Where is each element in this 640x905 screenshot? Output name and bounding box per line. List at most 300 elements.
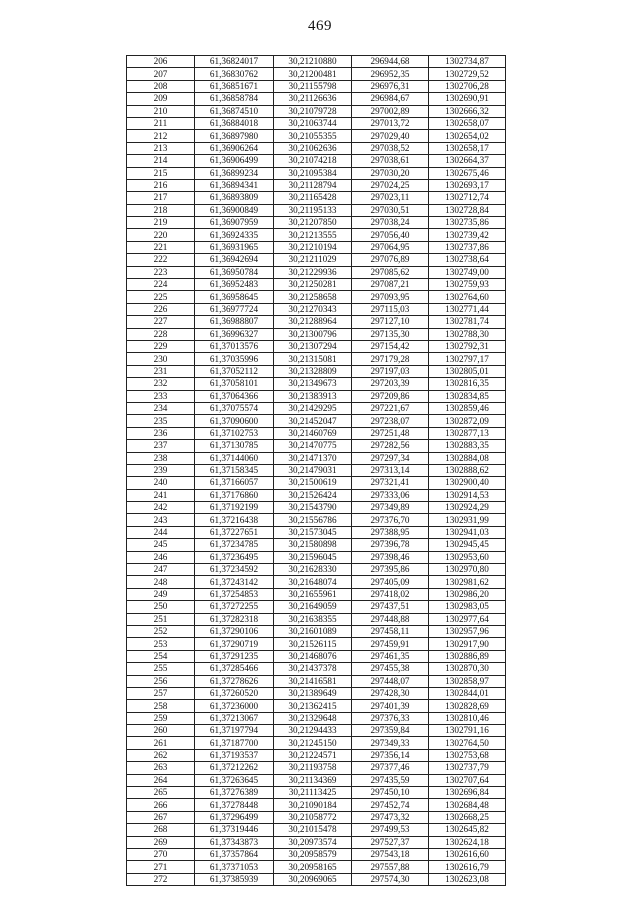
longitude-cell: 30,21155798 (274, 80, 352, 92)
latitude-cell: 61,37357864 (195, 849, 274, 861)
x-coordinate-cell: 297418,02 (352, 588, 429, 600)
latitude-cell: 61,36874510 (195, 105, 274, 117)
longitude-cell: 30,21063744 (274, 117, 352, 129)
latitude-cell: 61,37102753 (195, 427, 274, 439)
y-coordinate-cell: 1302900,40 (429, 477, 506, 489)
x-coordinate-cell: 297115,03 (352, 303, 429, 315)
latitude-cell: 61,36824017 (195, 56, 274, 68)
table-row (127, 291, 506, 303)
x-coordinate-cell: 297452,74 (352, 799, 429, 811)
table-row (127, 179, 506, 191)
latitude-cell: 61,37035996 (195, 353, 274, 365)
point-number-cell: 255 (127, 663, 195, 675)
longitude-cell: 30,21245150 (274, 737, 352, 749)
point-number-cell: 210 (127, 105, 195, 117)
point-number-cell: 241 (127, 489, 195, 501)
latitude-cell: 61,37213067 (195, 712, 274, 724)
longitude-cell: 30,21258658 (274, 291, 352, 303)
longitude-cell: 30,21015478 (274, 824, 352, 836)
latitude-cell: 61,37234785 (195, 539, 274, 551)
x-coordinate-cell: 297179,28 (352, 353, 429, 365)
x-coordinate-cell: 297450,10 (352, 787, 429, 799)
point-number-cell: 249 (127, 588, 195, 600)
x-coordinate-cell: 297405,09 (352, 576, 429, 588)
point-number-cell: 250 (127, 601, 195, 613)
table-row (127, 56, 506, 68)
longitude-cell: 30,21468076 (274, 650, 352, 662)
point-number-cell: 214 (127, 155, 195, 167)
y-coordinate-cell: 1302675,46 (429, 167, 506, 179)
table-row (127, 353, 506, 365)
y-coordinate-cell: 1302623,08 (429, 873, 506, 885)
latitude-cell: 61,36900849 (195, 204, 274, 216)
point-number-cell: 221 (127, 241, 195, 253)
y-coordinate-cell: 1302877,13 (429, 427, 506, 439)
y-coordinate-cell: 1302883,35 (429, 440, 506, 452)
table-row (127, 502, 506, 514)
point-number-cell: 240 (127, 477, 195, 489)
longitude-cell: 30,20958165 (274, 861, 352, 873)
y-coordinate-cell: 1302953,60 (429, 551, 506, 563)
table-row (127, 340, 506, 352)
longitude-cell: 30,21270343 (274, 303, 352, 315)
latitude-cell: 61,36906499 (195, 155, 274, 167)
point-number-cell: 261 (127, 737, 195, 749)
y-coordinate-cell: 1302805,01 (429, 365, 506, 377)
point-number-cell: 253 (127, 638, 195, 650)
x-coordinate-cell: 297056,40 (352, 229, 429, 241)
latitude-cell: 61,37236495 (195, 551, 274, 563)
latitude-cell: 61,37385939 (195, 873, 274, 885)
table-row (127, 452, 506, 464)
y-coordinate-cell: 1302737,79 (429, 762, 506, 774)
latitude-cell: 61,37090600 (195, 415, 274, 427)
point-number-cell: 230 (127, 353, 195, 365)
table-row (127, 861, 506, 873)
longitude-cell: 30,21213555 (274, 229, 352, 241)
x-coordinate-cell: 297395,86 (352, 564, 429, 576)
latitude-cell: 61,36977724 (195, 303, 274, 315)
x-coordinate-cell: 297557,88 (352, 861, 429, 873)
point-number-cell: 237 (127, 440, 195, 452)
longitude-cell: 30,21479031 (274, 464, 352, 476)
longitude-cell: 30,21288964 (274, 316, 352, 328)
latitude-cell: 61,37193537 (195, 749, 274, 761)
latitude-cell: 61,37290719 (195, 638, 274, 650)
point-number-cell: 256 (127, 675, 195, 687)
point-number-cell: 218 (127, 204, 195, 216)
x-coordinate-cell: 297203,39 (352, 378, 429, 390)
x-coordinate-cell: 297135,30 (352, 328, 429, 340)
x-coordinate-cell: 297437,51 (352, 601, 429, 613)
table-row (127, 712, 506, 724)
point-number-cell: 236 (127, 427, 195, 439)
x-coordinate-cell: 297458,11 (352, 625, 429, 637)
longitude-cell: 30,21329648 (274, 712, 352, 724)
point-number-cell: 215 (127, 167, 195, 179)
longitude-cell: 30,21460769 (274, 427, 352, 439)
table-row (127, 526, 506, 538)
longitude-cell: 30,21429295 (274, 402, 352, 414)
y-coordinate-cell: 1302693,17 (429, 179, 506, 191)
latitude-cell: 61,37144060 (195, 452, 274, 464)
x-coordinate-cell: 297030,20 (352, 167, 429, 179)
y-coordinate-cell: 1302734,87 (429, 56, 506, 68)
y-coordinate-cell: 1302788,30 (429, 328, 506, 340)
point-number-cell: 224 (127, 279, 195, 291)
y-coordinate-cell: 1302712,74 (429, 192, 506, 204)
table-row (127, 68, 506, 80)
table-row (127, 650, 506, 662)
latitude-cell: 61,37254853 (195, 588, 274, 600)
longitude-cell: 30,21300796 (274, 328, 352, 340)
y-coordinate-cell: 1302859,46 (429, 402, 506, 414)
table-row (127, 415, 506, 427)
latitude-cell: 61,36899234 (195, 167, 274, 179)
table-row (127, 687, 506, 699)
y-coordinate-cell: 1302888,62 (429, 464, 506, 476)
y-coordinate-cell: 1302781,74 (429, 316, 506, 328)
x-coordinate-cell: 297448,07 (352, 675, 429, 687)
x-coordinate-cell: 297093,95 (352, 291, 429, 303)
latitude-cell: 61,37192199 (195, 502, 274, 514)
y-coordinate-cell: 1302771,44 (429, 303, 506, 315)
table-row (127, 601, 506, 613)
longitude-cell: 30,21601089 (274, 625, 352, 637)
y-coordinate-cell: 1302707,64 (429, 774, 506, 786)
point-number-cell: 257 (127, 687, 195, 699)
x-coordinate-cell: 297473,32 (352, 811, 429, 823)
table-row (127, 477, 506, 489)
y-coordinate-cell: 1302792,31 (429, 340, 506, 352)
table-row (127, 365, 506, 377)
point-number-cell: 235 (127, 415, 195, 427)
x-coordinate-cell: 297359,84 (352, 725, 429, 737)
y-coordinate-cell: 1302738,64 (429, 254, 506, 266)
table-row (127, 464, 506, 476)
longitude-cell: 30,21210880 (274, 56, 352, 68)
table-row (127, 873, 506, 885)
latitude-cell: 61,37243142 (195, 576, 274, 588)
x-coordinate-cell: 297297,34 (352, 452, 429, 464)
table-row (127, 80, 506, 92)
longitude-cell: 30,21058772 (274, 811, 352, 823)
page-number: 469 (308, 18, 332, 34)
y-coordinate-cell: 1302690,91 (429, 93, 506, 105)
table-row (127, 551, 506, 563)
y-coordinate-cell: 1302753,68 (429, 749, 506, 761)
latitude-cell: 61,36950784 (195, 266, 274, 278)
x-coordinate-cell: 297064,95 (352, 241, 429, 253)
y-coordinate-cell: 1302658,17 (429, 142, 506, 154)
x-coordinate-cell: 297238,07 (352, 415, 429, 427)
latitude-cell: 61,37263645 (195, 774, 274, 786)
x-coordinate-cell: 297251,48 (352, 427, 429, 439)
y-coordinate-cell: 1302728,84 (429, 204, 506, 216)
latitude-cell: 61,37216438 (195, 514, 274, 526)
y-coordinate-cell: 1302658,07 (429, 117, 506, 129)
table-row (127, 836, 506, 848)
y-coordinate-cell: 1302886,89 (429, 650, 506, 662)
point-number-cell: 269 (127, 836, 195, 848)
x-coordinate-cell: 297435,59 (352, 774, 429, 786)
point-number-cell: 238 (127, 452, 195, 464)
point-number-cell: 229 (127, 340, 195, 352)
point-number-cell: 244 (127, 526, 195, 538)
x-coordinate-cell: 297543,18 (352, 849, 429, 861)
x-coordinate-cell: 297349,33 (352, 737, 429, 749)
x-coordinate-cell: 297461,35 (352, 650, 429, 662)
y-coordinate-cell: 1302624,18 (429, 836, 506, 848)
x-coordinate-cell: 297023,11 (352, 192, 429, 204)
longitude-cell: 30,21471370 (274, 452, 352, 464)
y-coordinate-cell: 1302764,50 (429, 737, 506, 749)
latitude-cell: 61,37236000 (195, 700, 274, 712)
latitude-cell: 61,37064366 (195, 390, 274, 402)
x-coordinate-cell: 297038,52 (352, 142, 429, 154)
x-coordinate-cell: 297401,39 (352, 700, 429, 712)
x-coordinate-cell: 297029,40 (352, 130, 429, 142)
longitude-cell: 30,20958579 (274, 849, 352, 861)
x-coordinate-cell: 297388,95 (352, 526, 429, 538)
longitude-cell: 30,21649059 (274, 601, 352, 613)
table-row (127, 303, 506, 315)
y-coordinate-cell: 1302858,97 (429, 675, 506, 687)
y-coordinate-cell: 1302616,60 (429, 849, 506, 861)
point-number-cell: 266 (127, 799, 195, 811)
x-coordinate-cell: 297376,33 (352, 712, 429, 724)
latitude-cell: 61,37276389 (195, 787, 274, 799)
y-coordinate-cell: 1302924,29 (429, 502, 506, 514)
point-number-cell: 222 (127, 254, 195, 266)
table-row (127, 279, 506, 291)
table-row (127, 130, 506, 142)
point-number-cell: 242 (127, 502, 195, 514)
longitude-cell: 30,21200481 (274, 68, 352, 80)
y-coordinate-cell: 1302759,93 (429, 279, 506, 291)
longitude-cell: 30,21250281 (274, 279, 352, 291)
y-coordinate-cell: 1302970,80 (429, 564, 506, 576)
point-number-cell: 246 (127, 551, 195, 563)
x-coordinate-cell: 297377,46 (352, 762, 429, 774)
longitude-cell: 30,21134369 (274, 774, 352, 786)
longitude-cell: 30,21062636 (274, 142, 352, 154)
longitude-cell: 30,21526115 (274, 638, 352, 650)
longitude-cell: 30,21638355 (274, 613, 352, 625)
x-coordinate-cell: 297085,62 (352, 266, 429, 278)
point-number-cell: 254 (127, 650, 195, 662)
y-coordinate-cell: 1302791,16 (429, 725, 506, 737)
x-coordinate-cell: 296944,68 (352, 56, 429, 68)
table-row (127, 576, 506, 588)
x-coordinate-cell: 297038,24 (352, 217, 429, 229)
point-number-cell: 271 (127, 861, 195, 873)
y-coordinate-cell: 1302810,46 (429, 712, 506, 724)
latitude-cell: 61,37371053 (195, 861, 274, 873)
x-coordinate-cell: 296976,31 (352, 80, 429, 92)
latitude-cell: 61,36958645 (195, 291, 274, 303)
point-number-cell: 267 (127, 811, 195, 823)
longitude-cell: 30,21229936 (274, 266, 352, 278)
x-coordinate-cell: 297349,89 (352, 502, 429, 514)
point-number-cell: 260 (127, 725, 195, 737)
latitude-cell: 61,36907959 (195, 217, 274, 229)
table-row (127, 93, 506, 105)
coordinates-table (126, 55, 506, 886)
y-coordinate-cell: 1302834,85 (429, 390, 506, 402)
x-coordinate-cell: 297455,38 (352, 663, 429, 675)
latitude-cell: 61,36893809 (195, 192, 274, 204)
longitude-cell: 30,21294433 (274, 725, 352, 737)
longitude-cell: 30,21648074 (274, 576, 352, 588)
x-coordinate-cell: 297221,67 (352, 402, 429, 414)
table-row (127, 725, 506, 737)
table-row (127, 774, 506, 786)
longitude-cell: 30,21055355 (274, 130, 352, 142)
latitude-cell: 61,36884018 (195, 117, 274, 129)
latitude-cell: 61,37212262 (195, 762, 274, 774)
latitude-cell: 61,36996327 (195, 328, 274, 340)
latitude-cell: 61,36851671 (195, 80, 274, 92)
longitude-cell: 30,21416581 (274, 675, 352, 687)
point-number-cell: 259 (127, 712, 195, 724)
longitude-cell: 30,21500619 (274, 477, 352, 489)
latitude-cell: 61,37285466 (195, 663, 274, 675)
table-row (127, 241, 506, 253)
latitude-cell: 61,36952483 (195, 279, 274, 291)
x-coordinate-cell: 297076,89 (352, 254, 429, 266)
table-row (127, 824, 506, 836)
latitude-cell: 61,37158345 (195, 464, 274, 476)
table-row (127, 663, 506, 675)
latitude-cell: 61,37343873 (195, 836, 274, 848)
point-number-cell: 216 (127, 179, 195, 191)
point-number-cell: 211 (127, 117, 195, 129)
longitude-cell: 30,21628330 (274, 564, 352, 576)
point-number-cell: 234 (127, 402, 195, 414)
longitude-cell: 30,20973574 (274, 836, 352, 848)
point-number-cell: 225 (127, 291, 195, 303)
x-coordinate-cell: 297127,10 (352, 316, 429, 328)
coordinates-table-body (127, 56, 506, 886)
latitude-cell: 61,36931965 (195, 241, 274, 253)
table-row (127, 787, 506, 799)
table-row (127, 638, 506, 650)
longitude-cell: 30,21211029 (274, 254, 352, 266)
table-row (127, 142, 506, 154)
table-row (127, 328, 506, 340)
latitude-cell: 61,37058101 (195, 378, 274, 390)
y-coordinate-cell: 1302816,35 (429, 378, 506, 390)
longitude-cell: 30,21383913 (274, 390, 352, 402)
longitude-cell: 30,21349673 (274, 378, 352, 390)
table-row (127, 204, 506, 216)
y-coordinate-cell: 1302872,09 (429, 415, 506, 427)
y-coordinate-cell: 1302828,69 (429, 700, 506, 712)
table-row (127, 390, 506, 402)
table-row (127, 564, 506, 576)
longitude-cell: 30,21307294 (274, 340, 352, 352)
latitude-cell: 61,37272255 (195, 601, 274, 613)
point-number-cell: 272 (127, 873, 195, 885)
point-number-cell: 213 (127, 142, 195, 154)
y-coordinate-cell: 1302735,86 (429, 217, 506, 229)
latitude-cell: 61,37234592 (195, 564, 274, 576)
point-number-cell: 263 (127, 762, 195, 774)
y-coordinate-cell: 1302696,84 (429, 787, 506, 799)
longitude-cell: 30,21315081 (274, 353, 352, 365)
x-coordinate-cell: 297002,89 (352, 105, 429, 117)
y-coordinate-cell: 1302664,37 (429, 155, 506, 167)
longitude-cell: 30,21573045 (274, 526, 352, 538)
longitude-cell: 30,21452047 (274, 415, 352, 427)
table-row (127, 588, 506, 600)
point-number-cell: 239 (127, 464, 195, 476)
longitude-cell: 30,21193758 (274, 762, 352, 774)
longitude-cell: 30,20969065 (274, 873, 352, 885)
point-number-cell: 258 (127, 700, 195, 712)
latitude-cell: 61,36897980 (195, 130, 274, 142)
longitude-cell: 30,21362415 (274, 700, 352, 712)
table-row (127, 613, 506, 625)
point-number-cell: 212 (127, 130, 195, 142)
latitude-cell: 61,36906264 (195, 142, 274, 154)
latitude-cell: 61,37130785 (195, 440, 274, 452)
x-coordinate-cell: 297038,61 (352, 155, 429, 167)
point-number-cell: 220 (127, 229, 195, 241)
latitude-cell: 61,37197794 (195, 725, 274, 737)
y-coordinate-cell: 1302870,30 (429, 663, 506, 675)
table-row (127, 427, 506, 439)
point-number-cell: 262 (127, 749, 195, 761)
longitude-cell: 30,21596045 (274, 551, 352, 563)
longitude-cell: 30,21526424 (274, 489, 352, 501)
latitude-cell: 61,37296499 (195, 811, 274, 823)
y-coordinate-cell: 1302914,53 (429, 489, 506, 501)
point-number-cell: 207 (127, 68, 195, 80)
table-row (127, 737, 506, 749)
table-row (127, 811, 506, 823)
table-row (127, 625, 506, 637)
y-coordinate-cell: 1302844,01 (429, 687, 506, 699)
point-number-cell: 206 (127, 56, 195, 68)
table-row (127, 799, 506, 811)
table-row (127, 117, 506, 129)
table-row (127, 192, 506, 204)
longitude-cell: 30,21580898 (274, 539, 352, 551)
longitude-cell: 30,21207850 (274, 217, 352, 229)
longitude-cell: 30,21389649 (274, 687, 352, 699)
point-number-cell: 247 (127, 564, 195, 576)
point-number-cell: 268 (127, 824, 195, 836)
x-coordinate-cell: 297527,37 (352, 836, 429, 848)
latitude-cell: 61,37227651 (195, 526, 274, 538)
point-number-cell: 227 (127, 316, 195, 328)
table-row (127, 316, 506, 328)
y-coordinate-cell: 1302986,20 (429, 588, 506, 600)
point-number-cell: 251 (127, 613, 195, 625)
longitude-cell: 30,21079728 (274, 105, 352, 117)
x-coordinate-cell: 296952,35 (352, 68, 429, 80)
latitude-cell: 61,37282318 (195, 613, 274, 625)
table-row (127, 762, 506, 774)
y-coordinate-cell: 1302764,60 (429, 291, 506, 303)
y-coordinate-cell: 1302981,62 (429, 576, 506, 588)
longitude-cell: 30,21655961 (274, 588, 352, 600)
x-coordinate-cell: 297396,78 (352, 539, 429, 551)
x-coordinate-cell: 297282,56 (352, 440, 429, 452)
table-row (127, 440, 506, 452)
